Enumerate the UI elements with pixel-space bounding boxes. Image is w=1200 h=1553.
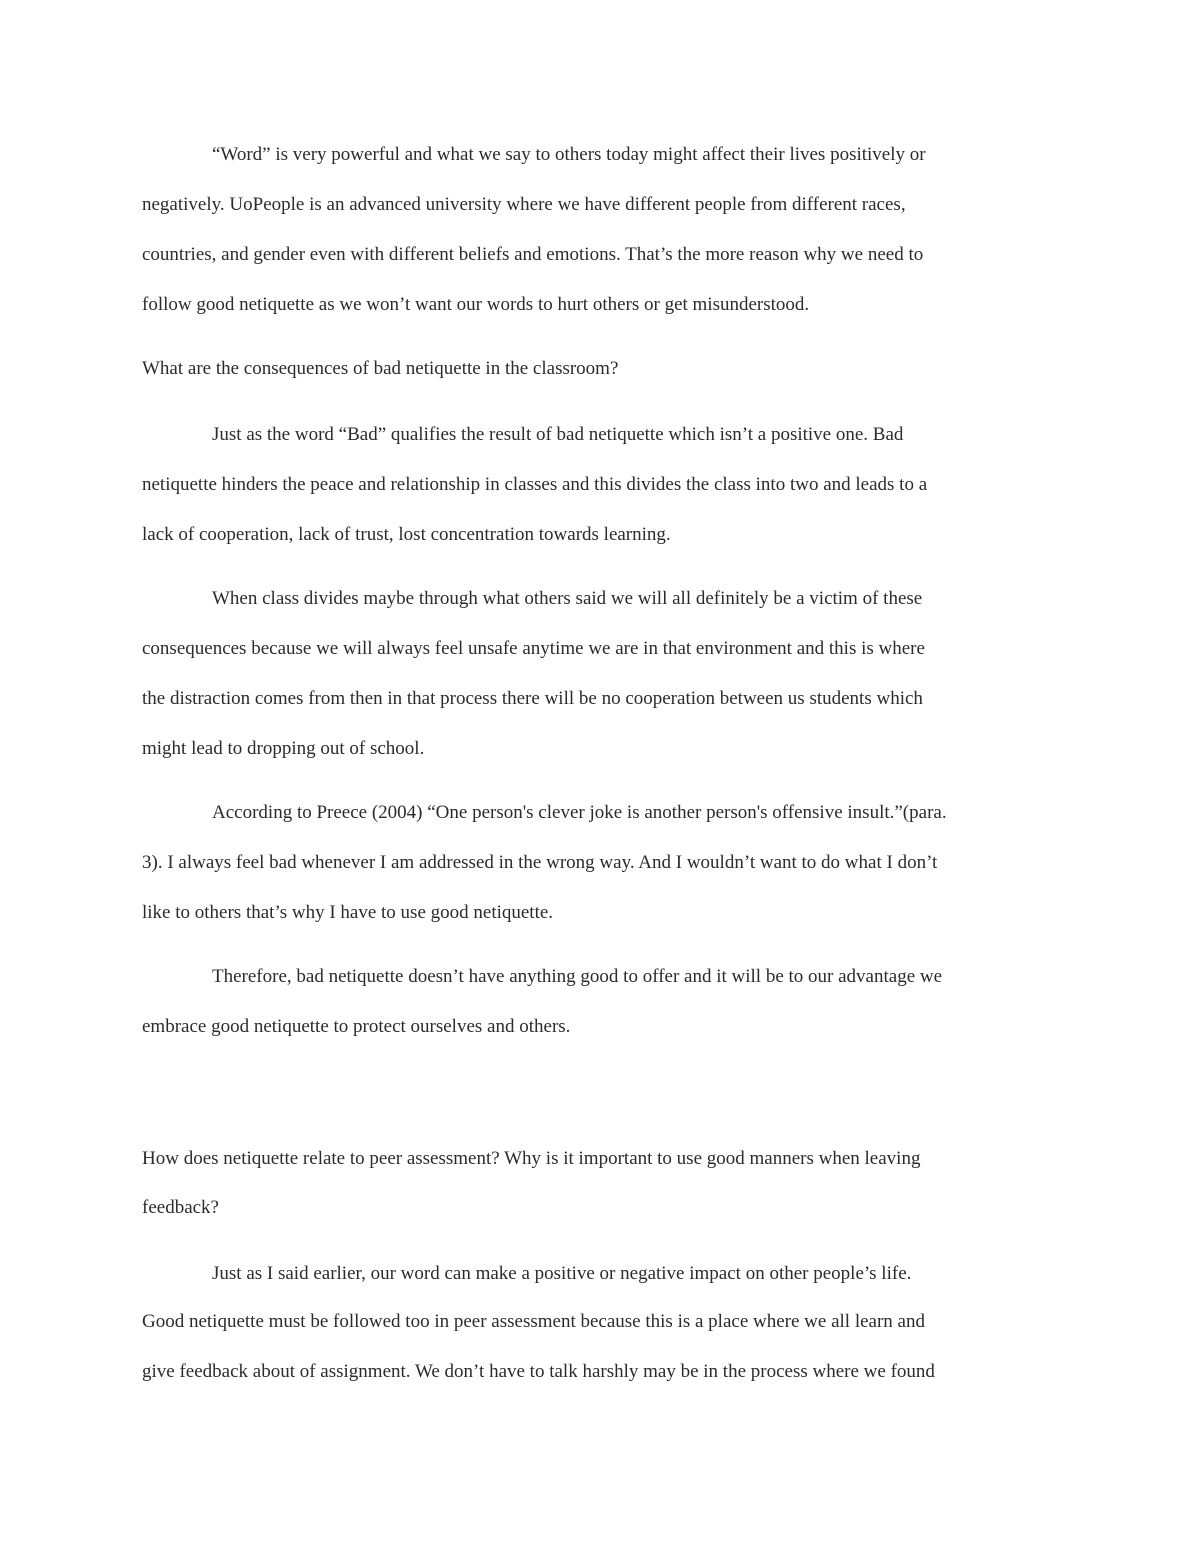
section-question: How does netiquette relate to peer assessment? Why is it important to use good manners when leaving xyxy=(142,1148,921,1169)
paragraph-line: follow good netiquette as we won’t want our words to hurt others or get misunderstood. xyxy=(142,294,810,315)
paragraph-line: According to Preece (2004) “One person's clever joke is another person's offensive insult.”(para. xyxy=(212,802,947,823)
paragraph-line: Good netiquette must be followed too in peer assessment because this is a place where we all learn and xyxy=(142,1311,925,1332)
paragraph-line: When class divides maybe through what others said we will all definitely be a victim of these xyxy=(212,588,923,609)
paragraph-line: negatively. UoPeople is an advanced university where we have different people from different races, xyxy=(142,194,906,215)
paragraph-line: give feedback about of assignment. We don’t have to talk harshly may be in the process where we found xyxy=(142,1361,935,1382)
paragraph-line: like to others that’s why I have to use good netiquette. xyxy=(142,902,554,923)
paragraph-line: Therefore, bad netiquette doesn’t have anything good to offer and it will be to our advantage we xyxy=(212,966,943,987)
paragraph-line: might lead to dropping out of school. xyxy=(142,738,425,759)
paragraph-line: Just as the word “Bad” qualifies the result of bad netiquette which isn’t a positive one. Bad xyxy=(212,424,904,445)
paragraph-line: countries, and gender even with different beliefs and emotions. That’s the more reason why we need to xyxy=(142,244,924,265)
paragraph-line: lack of cooperation, lack of trust, lost concentration towards learning. xyxy=(142,524,671,545)
paragraph-line: netiquette hinders the peace and relationship in classes and this divides the class into two and leads to a xyxy=(142,474,928,495)
paragraph-line: “Word” is very powerful and what we say to others today might affect their lives positively or xyxy=(212,144,926,165)
section-question: What are the consequences of bad netiquette in the classroom? xyxy=(142,358,619,379)
paragraph-line: consequences because we will always feel unsafe anytime we are in that environment and this is where xyxy=(142,638,925,659)
section-question: feedback? xyxy=(142,1197,219,1218)
paragraph-line: Just as I said earlier, our word can make a positive or negative impact on other people’s life. xyxy=(212,1263,912,1284)
paragraph-line: the distraction comes from then in that process there will be no cooperation between us students which xyxy=(142,688,923,709)
paragraph-line: embrace good netiquette to protect ourselves and others. xyxy=(142,1016,571,1037)
paragraph-line: 3). I always feel bad whenever I am addressed in the wrong way. And I wouldn’t want to do what I don’t xyxy=(142,852,938,873)
